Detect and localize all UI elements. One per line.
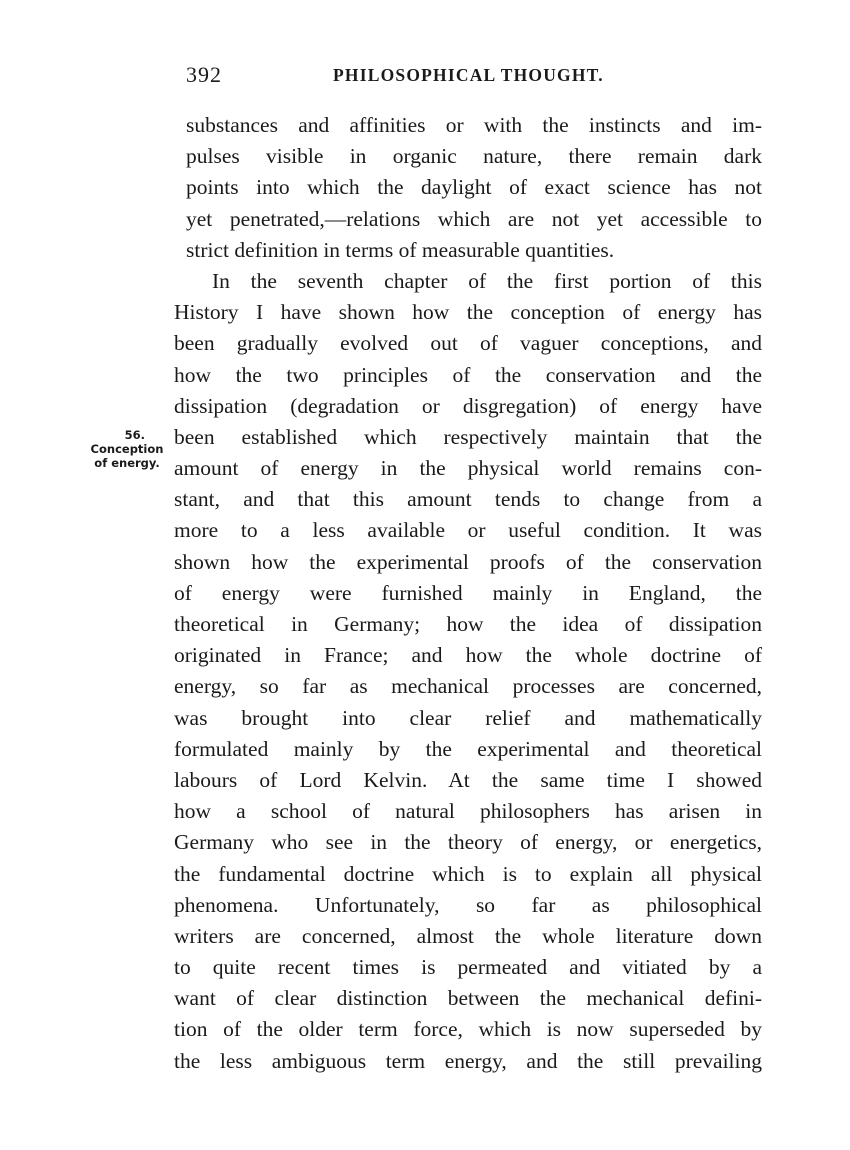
margin-note-number: 56. xyxy=(124,428,145,442)
text-line: points into which the daylight of exact science has not xyxy=(186,175,762,200)
text-line: shown how the experimental proofs of the conservation xyxy=(174,549,762,574)
margin-note xyxy=(83,428,171,470)
text-line: to quite recent times is permeated and vitiated by a xyxy=(174,955,762,980)
text-line: strict definition in terms of measurable quantities. xyxy=(186,237,615,262)
text-line: dissipation (degradation or disgregation) of energy have xyxy=(174,393,762,418)
text-line: tion of the older term force, which is now superseded by xyxy=(174,1017,762,1042)
text-line: theoretical in Germany; how the idea of dissipation xyxy=(174,612,762,636)
page-number: 392 xyxy=(186,62,222,87)
text-line: the fundamental doctrine which is to explain all physical xyxy=(174,861,762,886)
text-line: want of clear distinction between the mechanical defini- xyxy=(174,986,762,1011)
text-line: Germany who see in the theory of energy, or energetics, xyxy=(174,830,762,855)
running-title: PHILOSOPHICAL THOUGHT. xyxy=(333,65,604,85)
text-line: History I have shown how the conception of energy has xyxy=(174,300,762,325)
text-line: more to a less available or useful condition. It was xyxy=(174,518,762,543)
text-line: labours of Lord Kelvin. At the same time I showed xyxy=(174,767,762,792)
text-line: how the two principles of the conservation and the xyxy=(174,362,762,387)
text-line: yet penetrated,—relations which are not yet accessible to xyxy=(186,206,762,231)
text-line: substances and affinities or with the instincts and im- xyxy=(186,113,762,137)
text-line: was brought into clear relief and mathematically xyxy=(174,705,762,730)
running-head xyxy=(183,62,763,88)
text-line: of energy were furnished mainly in England, the xyxy=(174,580,762,605)
text-line: formulated mainly by the experimental and theoretical xyxy=(174,736,762,761)
text-line: been gradually evolved out of vaguer conceptions, and xyxy=(174,331,762,356)
margin-note-line: of energy. xyxy=(94,456,160,470)
text-line: energy, so far as mechanical processes are concerned, xyxy=(174,674,762,699)
text-line: amount of energy in the physical world remains con- xyxy=(174,456,762,481)
text-line: the less ambiguous term energy, and the still prevailing xyxy=(174,1048,762,1073)
body-text xyxy=(174,110,762,1077)
text-line: pulses visible in organic nature, there remain dark xyxy=(186,144,762,169)
text-line: originated in France; and how the whole doctrine of xyxy=(174,643,762,668)
margin-note-line: Conception xyxy=(90,442,164,456)
text-line: how a school of natural philosophers has arisen in xyxy=(174,799,762,824)
text-line: writers are concerned, almost the whole literature down xyxy=(174,923,762,948)
text-line: phenomena. Unfortunately, so far as philosophical xyxy=(174,892,762,917)
text-line: In the seventh chapter of the first portion of this xyxy=(212,268,762,293)
text-line: stant, and that this amount tends to change from a xyxy=(174,487,762,512)
text-line: been established which respectively maintain that the xyxy=(174,424,762,449)
